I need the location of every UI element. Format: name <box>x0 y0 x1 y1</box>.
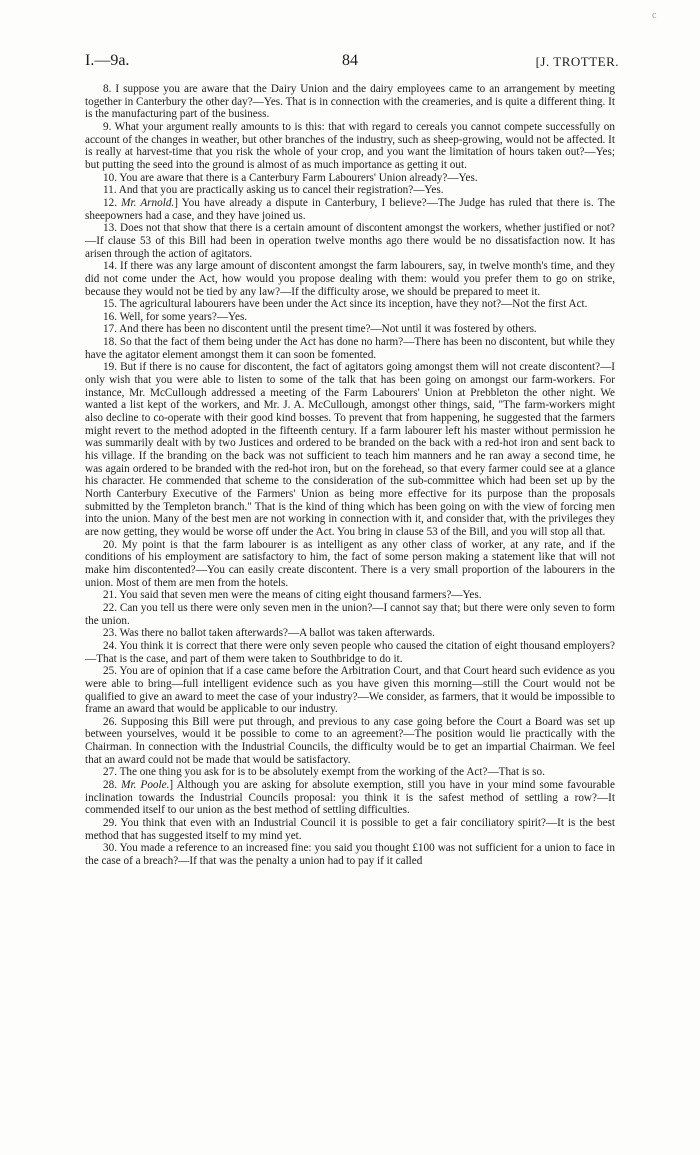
paragraph-28 <box>85 779 615 817</box>
paragraph-19: 19. But if there is no cause for discontent, the fact of agitators going amongst them will not create discontent?—I only wish that you were able to listen to some of the talk that has been going on amongst our farm-workers. For instance, Mr. McCullough addressed a meeting of the Farm Labourers' Union at Prebbleton the other night. We wanted a list kept of the workers, and Mr. J. A. McCullough, amongst other things, said, "The farm-workers might also decline to co-operate with their good kind bosses. To prevent that from happening, he suggested that the farmers might revert to the method adopted in the fifteenth century. If a farm labourer left his master without permission he was summarily dealt with by two Justices and ordered to be branded on the back with a red-hot iron and sent back to his village. If the branding on the back was not sufficient to teach him manners and he ran away a second time, he was again ordered to be branded with the red-hot iron, but on the forehead, so that every farmer could see at a glance his character. He commended that scheme to the consideration of the sub-committee which had been set up by the North Canterbury Executive of the Farmers' Union as being more effective for its purpose than the proposals submitted by the Templeton branch." That is the kind of thing which has been going on with the view of forcing men into the union. Many of the best men are not working in connection with it, and consider that, with the privileges they are now getting, they would be worse off under the Act. You bring in clause 53 of the Bill, and you will stop all that. <box>85 361 615 538</box>
paragraph-9: 9. What your argument really amounts to is this: that with regard to cereals you cannot compete successfully on account of the changes in weather, but other branches of the industry, such as sheep-growing, would not be affected. It is really at harvest-time that you risk the whole of your crop, and you want the limitation of hours taken out?—Yes; but putting the seed into the ground is almost of as much importance as getting it out. <box>85 120 615 171</box>
report-reference: I.—9a. <box>85 52 130 69</box>
paragraph-24: 24. You think it is correct that there were only seven people who caused the citation of eight thousand employers?—That is the case, and part of them were taken to Southbridge to do it. <box>85 639 615 665</box>
paragraph-16: 16. Well, for some years?—Yes. <box>103 310 248 323</box>
paragraph-30: 30. You made a reference to an increased fine: you said you thought £100 was not sufficient for a union to face in the case of a breach?—If that was the penalty a union had to pay if it called <box>85 842 615 868</box>
corner-mark: c <box>652 10 657 21</box>
paragraph-13: 13. Does not that show that there is a certain amount of discontent amongst the workers, whether justified or not?—If clause 53 of this Bill had been in operation twelve months ago there would be no dissatisfaction now. It has arisen through the action of agitators. <box>85 222 615 260</box>
page-number: 84 <box>342 52 358 69</box>
witness-name: [J. TROTTER. <box>535 54 619 69</box>
paragraph-11: 11. And that you are practically asking us to cancel their registration?—Yes. <box>103 184 444 197</box>
paragraph-20: 20. My point is that the farm labourer is as intelligent as any other class of worker, at any rate, and if the conditions of his employment are satisfactory to him, the fact of some person making a statement like that will not make him discontented?—You can easily create discontent. There is a very small proportion of the labourers in the union. Most of them are men from the hotels. <box>85 538 615 589</box>
paragraph-10: 10. You are aware that there is a Canterbury Farm Labourers' Union already?—Yes. <box>103 171 478 184</box>
paragraph-22: 22. Can you tell us there were only seven men in the union?—I cannot say that; but there were only seven to form the union. <box>85 601 615 627</box>
question-number: 12. <box>103 196 122 209</box>
paragraph-17: 17. And there has been no discontent until the present time?—Not until it was fostered by others. <box>103 323 537 336</box>
paragraph-8: 8. I suppose you are aware that the Dairy Union and the dairy employees came to an arrangement by meeting together in Canterbury the other day?—Yes. That is in connection with the creameries, and is quite a different thing. It is the manufacturing part of the business. <box>85 83 615 121</box>
paragraph-text: ] Although you are asking for absolute exemption, still you have in your mind some favourable inclination towards the Industrial Councils proposal: you think it is the safest method of settling a row?—It commended itself to our union as the best method of settling difficulties. <box>85 779 615 817</box>
page-header <box>85 52 619 74</box>
paragraph-text: ] You have already a dispute in Canterbury, I believe?—The Judge has ruled that there is. The sheepowners had a case, and they have joined us. <box>85 196 616 222</box>
paragraph-18: 18. So that the fact of them being under the Act has done no harm?—There has been no discontent, but while they have the agitator element amongst them it can soon be fomented. <box>85 336 615 361</box>
paragraph-14: 14. If there was any large amount of discontent amongst the farm labourers, say, in twelve month's time, and they did not come under the Act, how would you propose dealing with them: would you prefer them to go on strike, because they would not be tied by any law?—If the difficulty arose, we should be prepared to meet it. <box>85 260 615 298</box>
speaker-name: Mr. Poole. <box>121 779 170 792</box>
paragraph-29: 29. You think that even with an Industrial Council it is possible to get a fair conciliatory spirit?—It is the best method that has suggested itself to my mind yet. <box>85 817 615 842</box>
question-number: 28. <box>103 779 122 792</box>
paragraph-23: 23. Was there no ballot taken afterwards?—A ballot was taken afterwards. <box>103 627 435 640</box>
paragraph-27: 27. The one thing you ask for is to be absolutely exempt from the working of the Act?—That is so. <box>103 766 545 779</box>
paragraph-25: 25. You are of opinion that if a case came before the Arbitration Court, and that Court heard such evidence as you were able to bring—full intelligent evidence such as you have given this morning—still the Court would not be qualified to give an award to meet the case of your industry?—We consider, as farmers, that it would be impossible to frame an award that would be applicable to our industry. <box>85 665 615 716</box>
paragraph-12 <box>85 197 615 222</box>
speaker-name: Mr. Arnold. <box>121 196 175 209</box>
paragraph-15: 15. The agricultural labourers have been under the Act since its inception, have they not?—Not the first Act. <box>103 298 588 311</box>
paragraph-21: 21. You said that seven men were the means of citing eight thousand farmers?—Yes. <box>103 589 482 602</box>
document-body <box>85 83 615 868</box>
paragraph-26: 26. Supposing this Bill were put through, and previous to any case going before the Court a Board was set up between yourselves, would it be possible to come to an agreement?—The position would lie practically with the Chairman. In connection with the Industrial Councils, the difficulty would be to get an impartial Chairman. We feel that an award could not be made that would be satisfactory. <box>85 715 615 766</box>
